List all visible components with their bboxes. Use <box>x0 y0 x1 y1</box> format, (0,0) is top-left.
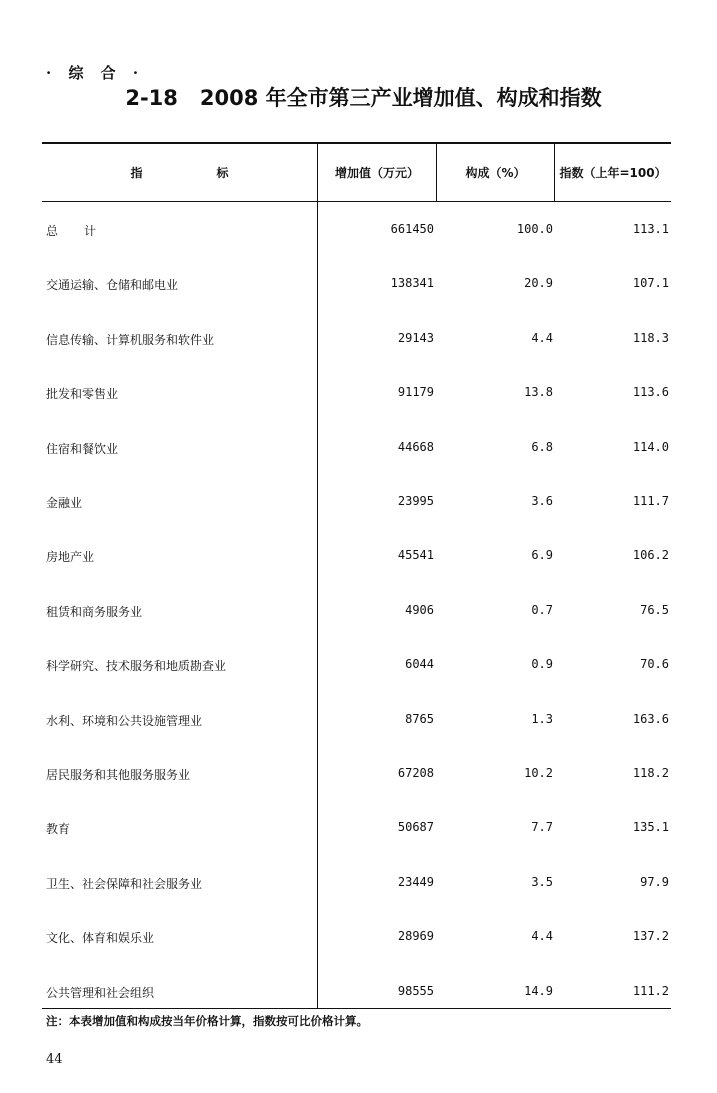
row-share: 100.0 <box>516 222 553 236</box>
table-row <box>0 925 717 949</box>
row-name: 水利、环境和公共设施管理业 <box>46 714 203 728</box>
row-share: 0.7 <box>531 603 553 617</box>
row-index: 163.6 <box>632 712 669 726</box>
row-value: 45541 <box>397 548 434 562</box>
page-number: 44 <box>46 1052 63 1067</box>
row-value: 23995 <box>397 494 434 508</box>
table-note: 注：本表增加值和构成按当年价格计算，指数按可比价格计算。 <box>46 1014 368 1028</box>
row-name: 科学研究、技术服务和地质勘查业 <box>46 659 227 673</box>
table-title <box>0 82 717 112</box>
table-row <box>0 980 717 1004</box>
row-name: 金融业 <box>46 496 83 510</box>
row-value: 6044 <box>405 657 434 671</box>
table-bottom-rule <box>42 1008 671 1009</box>
table-header-rule <box>42 201 671 202</box>
row-value: 91179 <box>397 385 434 399</box>
row-index: 76.5 <box>640 603 669 617</box>
row-name: 卫生、社会保障和社会服务业 <box>46 877 203 891</box>
row-value: 28969 <box>397 929 434 943</box>
row-value: 661450 <box>390 222 434 236</box>
row-share: 6.9 <box>531 548 553 562</box>
row-share: 13.8 <box>524 385 553 399</box>
row-value: 67208 <box>397 766 434 780</box>
row-share: 3.5 <box>531 875 553 889</box>
row-share: 7.7 <box>531 820 553 834</box>
header-share: 构成（%） <box>465 165 526 180</box>
row-share: 3.6 <box>531 494 553 508</box>
table-row <box>0 272 717 296</box>
row-value: 23449 <box>397 875 434 889</box>
table-number: 2-18 <box>125 86 178 110</box>
table-row <box>0 708 717 732</box>
row-name: 信息传输、计算机服务和软件业 <box>46 333 215 347</box>
table-row <box>0 599 717 623</box>
row-share: 4.4 <box>531 331 553 345</box>
table-row <box>0 436 717 460</box>
row-index: 137.2 <box>632 929 669 943</box>
row-share: 10.2 <box>524 766 553 780</box>
row-index: 111.7 <box>632 494 669 508</box>
row-name: 房地产业 <box>46 550 95 564</box>
header-indicator: 指标 <box>130 165 303 180</box>
table-row <box>0 381 717 405</box>
row-name: 租赁和商务服务业 <box>46 605 143 619</box>
table-title-text: 2008 年全市第三产业增加值、构成和指数 <box>199 86 602 110</box>
row-index: 97.9 <box>640 875 669 889</box>
row-index: 70.6 <box>640 657 669 671</box>
row-value: 44668 <box>397 440 434 454</box>
row-index: 135.1 <box>632 820 669 834</box>
row-name: 交通运输、仓储和邮电业 <box>46 278 179 292</box>
table-row <box>0 218 717 242</box>
section-tag: · 综 合 · <box>46 64 145 82</box>
row-name: 公共管理和社会组织 <box>46 986 155 1000</box>
table-row <box>0 871 717 895</box>
row-index: 118.3 <box>632 331 669 345</box>
row-index: 113.1 <box>632 222 669 236</box>
row-name: 住宿和餐饮业 <box>46 442 119 456</box>
row-index: 118.2 <box>632 766 669 780</box>
row-name: 总计 <box>46 224 123 238</box>
row-value: 4906 <box>405 603 434 617</box>
row-name: 批发和零售业 <box>46 387 119 401</box>
row-index: 114.0 <box>632 440 669 454</box>
row-share: 6.8 <box>531 440 553 454</box>
row-index: 111.2 <box>632 984 669 998</box>
table-row <box>0 762 717 786</box>
row-share: 20.9 <box>524 276 553 290</box>
row-value: 98555 <box>397 984 434 998</box>
row-share: 0.9 <box>531 657 553 671</box>
row-value: 8765 <box>405 712 434 726</box>
row-value: 29143 <box>397 331 434 345</box>
row-share: 14.9 <box>524 984 553 998</box>
header-value: 增加值（万元） <box>334 165 419 180</box>
header-index: 指数（上年=100） <box>559 165 667 180</box>
row-name: 居民服务和其他服务服务业 <box>46 768 191 782</box>
row-index: 106.2 <box>632 548 669 562</box>
row-share: 4.4 <box>531 929 553 943</box>
row-value: 50687 <box>397 820 434 834</box>
row-name: 教育 <box>46 822 71 836</box>
row-index: 107.1 <box>632 276 669 290</box>
row-name: 文化、体育和娱乐业 <box>46 931 155 945</box>
table-row <box>0 490 717 514</box>
table-row <box>0 653 717 677</box>
table-row <box>0 816 717 840</box>
row-index: 113.6 <box>632 385 669 399</box>
table-row <box>0 544 717 568</box>
row-share: 1.3 <box>531 712 553 726</box>
table-row <box>0 327 717 351</box>
row-value: 138341 <box>390 276 434 290</box>
